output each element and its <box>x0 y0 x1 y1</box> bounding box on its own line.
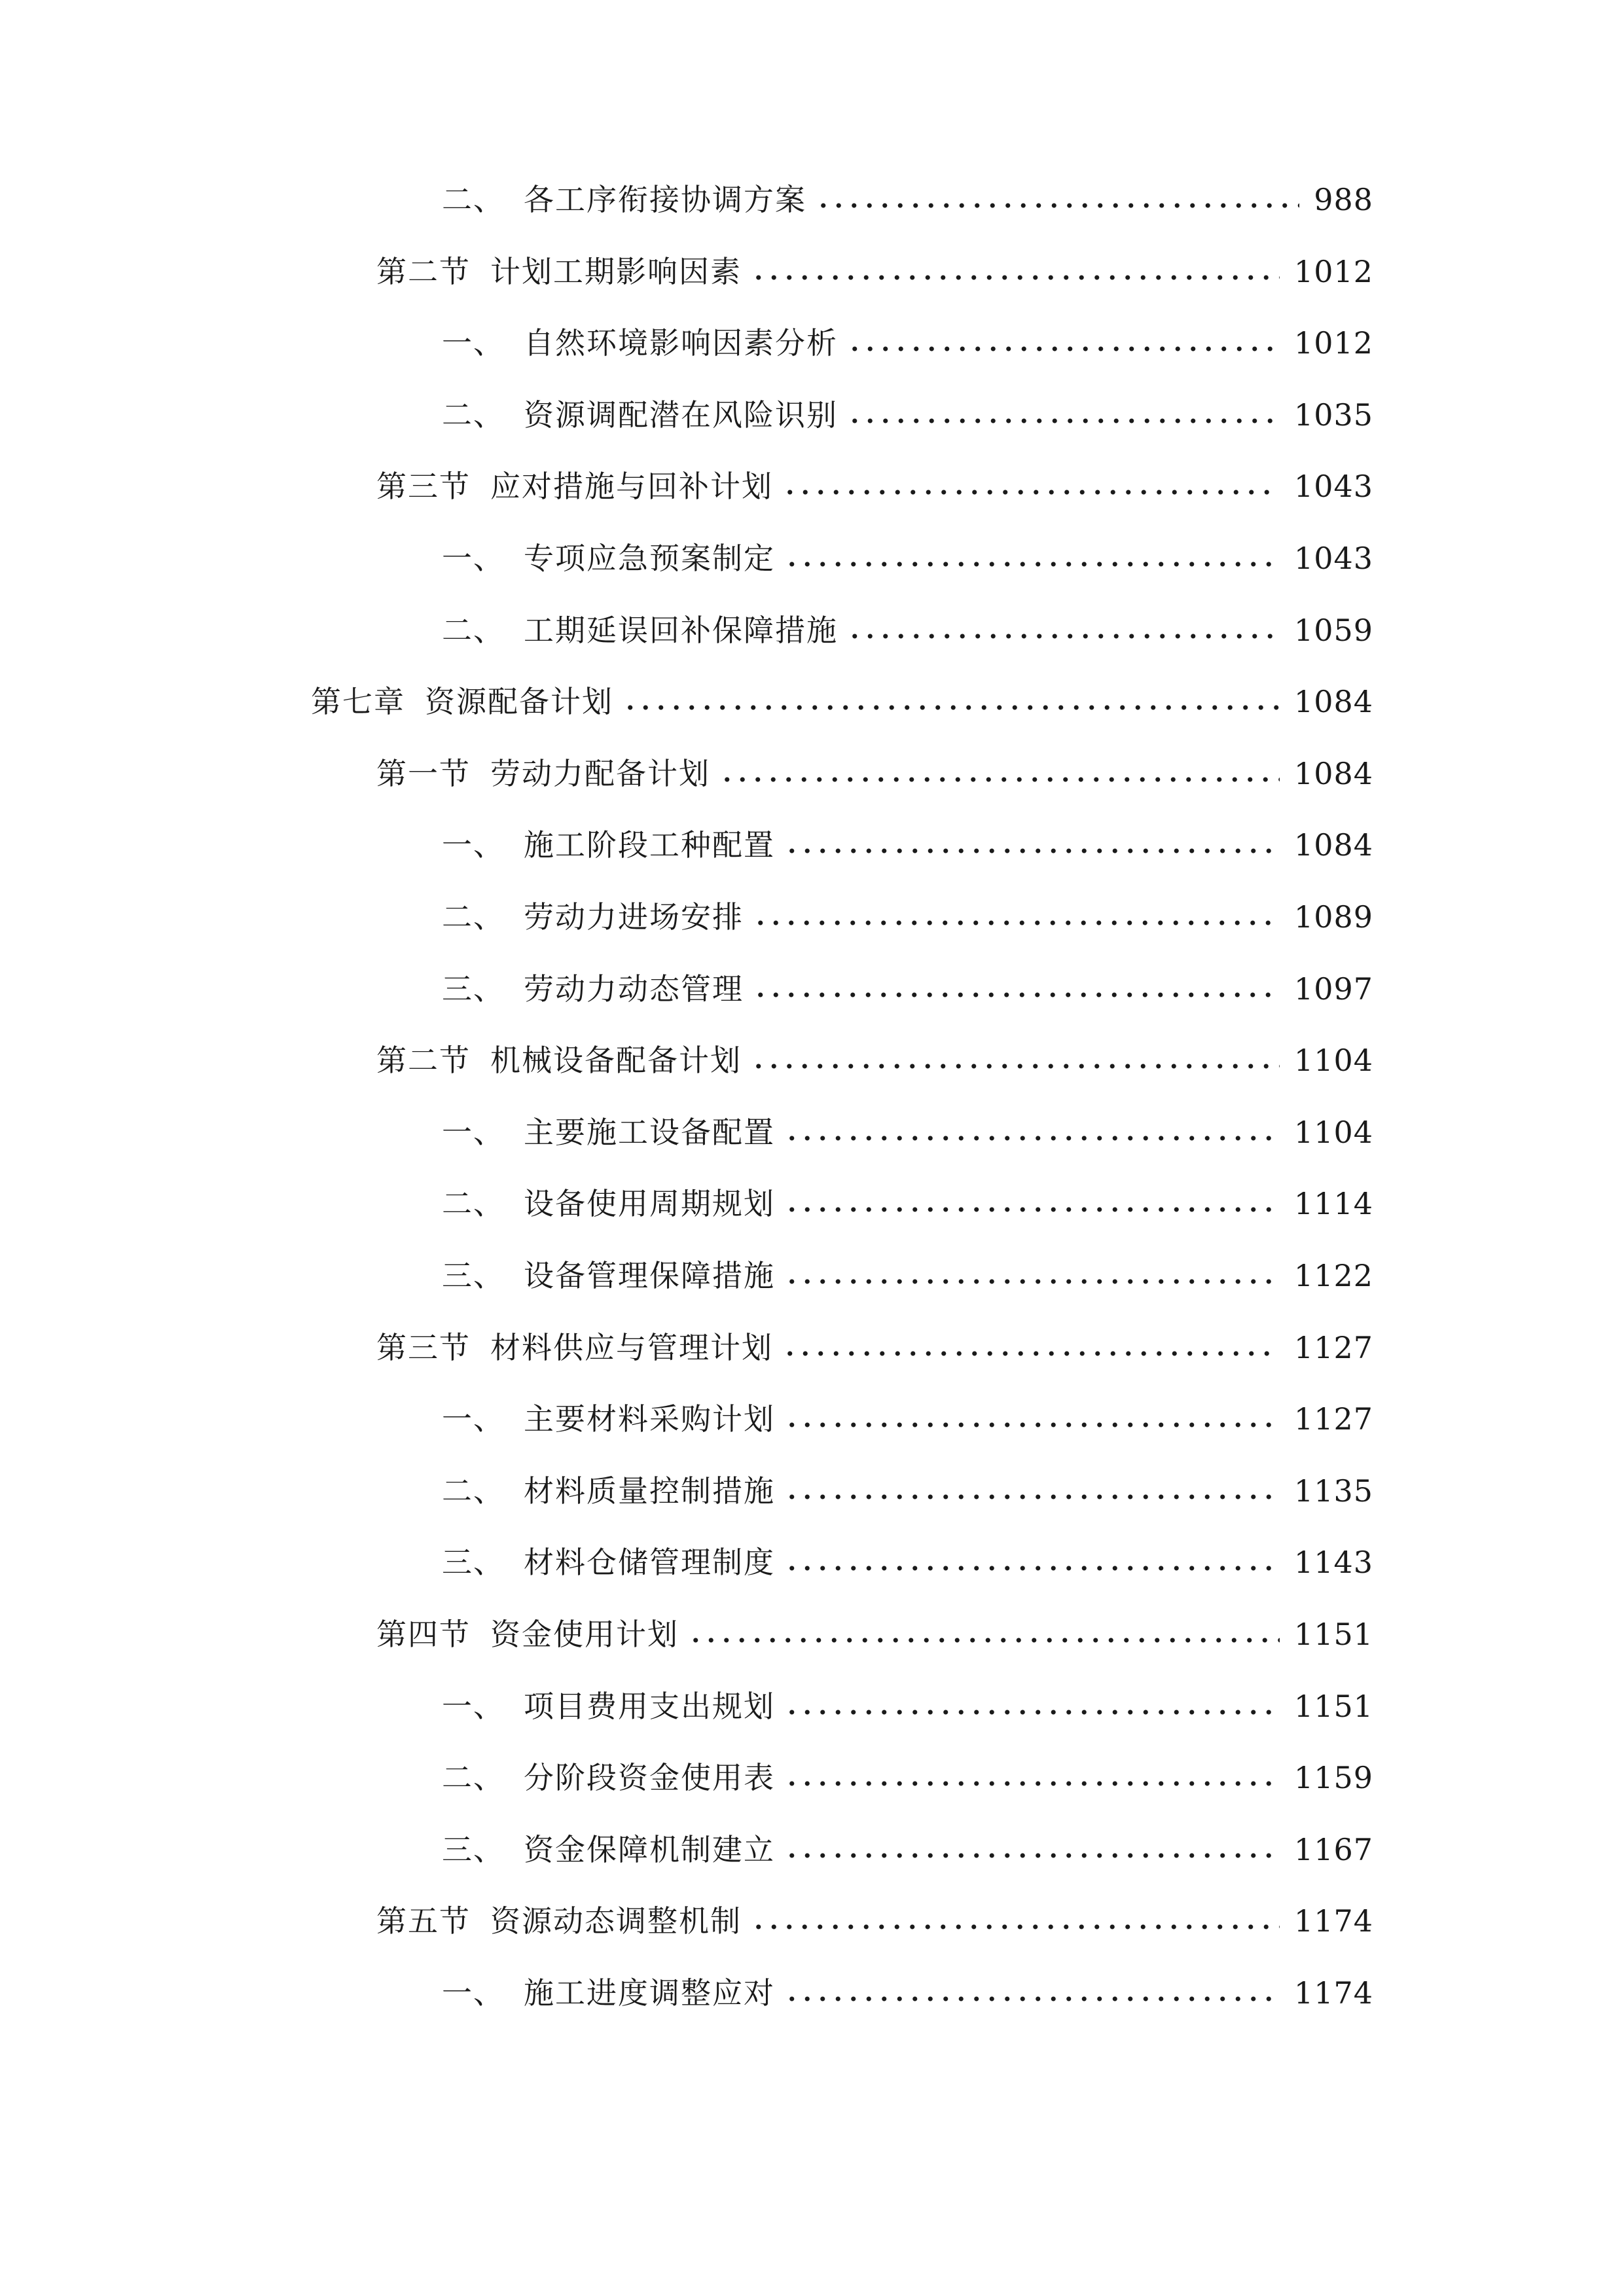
toc-entry-page-number: 1035 <box>1293 397 1373 433</box>
toc-entry[interactable] <box>376 1895 1373 1947</box>
toc-entry-page-number: 1174 <box>1293 1975 1373 2011</box>
dot-leader <box>782 1350 1280 1357</box>
toc-entry-title: 施工阶段工种配置 <box>524 827 775 863</box>
toc-entry[interactable] <box>442 1393 1373 1445</box>
toc-entry-page-number: 1043 <box>1293 469 1373 504</box>
toc-entry-page-number: 1143 <box>1293 1545 1373 1580</box>
dot-leader <box>784 1494 1280 1500</box>
toc-entry-number: 一、 <box>442 1401 505 1437</box>
toc-entry-page-number: 1059 <box>1293 613 1373 648</box>
dot-leader <box>784 1709 1280 1715</box>
toc-entry-title: 劳动力配备计划 <box>490 756 710 791</box>
toc-entry-number: 二、 <box>442 182 505 217</box>
toc-entry-page-number: 988 <box>1314 182 1373 217</box>
toc-entry-title: 分阶段资金使用表 <box>524 1760 775 1795</box>
toc-entry-page-number: 1127 <box>1293 1401 1373 1437</box>
toc-entry-title: 资金使用计划 <box>490 1617 679 1652</box>
toc-entry-number: 一、 <box>442 827 505 863</box>
dot-leader <box>784 1278 1280 1285</box>
dot-leader <box>784 1852 1280 1859</box>
dot-leader <box>847 418 1280 424</box>
toc-entry-title: 应对措施与回补计划 <box>490 469 773 504</box>
toc-entry-page-number: 1089 <box>1293 899 1373 935</box>
toc-entry-title: 主要材料采购计划 <box>524 1401 775 1437</box>
toc-entry[interactable] <box>442 1177 1373 1230</box>
toc-entry-number: 二、 <box>442 1473 505 1509</box>
toc-entry-title: 自然环境影响因素分析 <box>524 325 838 361</box>
toc-entry-number: 二、 <box>442 1186 505 1221</box>
toc-entry-number: 一、 <box>442 1689 505 1724</box>
toc-entry-number: 二、 <box>442 1760 505 1795</box>
toc-entry-number: 三、 <box>442 1545 505 1580</box>
toc-entry[interactable] <box>311 675 1373 728</box>
toc-entry-number: 第二节 <box>376 1043 471 1078</box>
toc-entry-page-number: 1012 <box>1293 254 1373 289</box>
dot-leader <box>784 1996 1280 2002</box>
toc-entry[interactable] <box>376 1608 1373 1660</box>
toc-entry[interactable] <box>442 963 1373 1015</box>
toc-entry-title: 资源调配潜在风险识别 <box>524 397 838 433</box>
toc-entry-page-number: 1084 <box>1293 684 1373 719</box>
toc-entry[interactable] <box>376 747 1373 800</box>
dot-leader <box>751 1924 1280 1930</box>
dot-leader <box>753 920 1280 926</box>
toc-entry-number: 第七章 <box>311 684 405 719</box>
toc-entry-page-number: 1167 <box>1293 1832 1373 1867</box>
toc-entry-page-number: 1084 <box>1293 756 1373 791</box>
toc-entry-title: 项目费用支出规划 <box>524 1689 775 1724</box>
dot-leader <box>784 1565 1280 1571</box>
toc-entry-page-number: 1043 <box>1293 541 1373 576</box>
dot-leader <box>847 633 1280 639</box>
toc-entry-title: 工期延误回补保障措施 <box>524 613 838 648</box>
toc-entry-title: 设备管理保障措施 <box>524 1258 775 1293</box>
toc-entry-number: 一、 <box>442 1115 505 1150</box>
toc-entry-title: 材料质量控制措施 <box>524 1473 775 1509</box>
toc-entry-title: 劳动力动态管理 <box>524 971 744 1007</box>
toc-entry[interactable] <box>442 173 1373 226</box>
toc-entry-title: 主要施工设备配置 <box>524 1115 775 1150</box>
toc-entry[interactable] <box>442 1751 1373 1804</box>
toc-entry[interactable] <box>442 891 1373 943</box>
toc-entry-number: 第三节 <box>376 469 471 504</box>
toc-entry-number: 三、 <box>442 1832 505 1867</box>
toc-entry[interactable] <box>442 1823 1373 1876</box>
dot-leader <box>784 1780 1280 1787</box>
dot-leader <box>623 704 1280 711</box>
toc-entry[interactable] <box>442 532 1373 584</box>
dot-leader <box>751 1063 1280 1069</box>
dot-leader <box>784 848 1280 854</box>
toc-entry[interactable] <box>376 245 1373 298</box>
toc-entry[interactable] <box>442 604 1373 656</box>
dot-leader <box>784 1422 1280 1428</box>
toc-entry[interactable] <box>376 1034 1373 1086</box>
dot-leader <box>784 1206 1280 1213</box>
dot-leader <box>782 489 1280 495</box>
toc-entry[interactable] <box>442 1680 1373 1732</box>
toc-entry[interactable] <box>442 1249 1373 1302</box>
toc-entry[interactable] <box>376 460 1373 512</box>
toc-entry[interactable] <box>442 1106 1373 1158</box>
toc-entry-title: 劳动力进场安排 <box>524 899 744 935</box>
toc-entry[interactable] <box>442 1536 1373 1588</box>
toc-entry-title: 材料仓储管理制度 <box>524 1545 775 1580</box>
dot-leader <box>847 346 1280 352</box>
dot-leader <box>719 776 1280 783</box>
toc-entry[interactable] <box>442 1967 1373 2019</box>
toc-entry-page-number: 1097 <box>1293 971 1373 1007</box>
toc-entry-number: 三、 <box>442 971 505 1007</box>
dot-leader <box>816 202 1299 209</box>
dot-leader <box>688 1637 1280 1643</box>
toc-entry-number: 一、 <box>442 325 505 361</box>
toc-entry-page-number: 1104 <box>1293 1043 1373 1078</box>
toc-entry-page-number: 1159 <box>1293 1760 1373 1795</box>
toc-entry-title: 设备使用周期规划 <box>524 1186 775 1221</box>
toc-entry-page-number: 1174 <box>1293 1903 1373 1939</box>
toc-entry-number: 三、 <box>442 1258 505 1293</box>
toc-entry-page-number: 1151 <box>1293 1617 1373 1652</box>
toc-entry-title: 资源配备计划 <box>425 684 613 719</box>
toc-entry-title: 专项应急预案制定 <box>524 541 775 576</box>
dot-leader <box>753 992 1280 998</box>
toc-entry-page-number: 1012 <box>1293 325 1373 361</box>
dot-leader <box>751 274 1280 281</box>
toc-entry-title: 计划工期影响因素 <box>490 254 742 289</box>
toc-entry-page-number: 1127 <box>1293 1330 1373 1365</box>
toc-entry-page-number: 1084 <box>1293 827 1373 863</box>
toc-entry-title: 各工序衔接协调方案 <box>524 182 806 217</box>
toc-entry-page-number: 1104 <box>1293 1115 1373 1150</box>
toc-entry[interactable] <box>442 819 1373 871</box>
dot-leader <box>784 1135 1280 1141</box>
toc-entry-page-number: 1135 <box>1293 1473 1373 1509</box>
toc-entry-page-number: 1151 <box>1293 1689 1373 1724</box>
toc-entry-number: 一、 <box>442 1975 505 2011</box>
toc-entry-number: 二、 <box>442 397 505 433</box>
toc-entry[interactable] <box>442 317 1373 369</box>
toc-entry[interactable] <box>442 389 1373 441</box>
toc-entry-title: 资金保障机制建立 <box>524 1832 775 1867</box>
toc-entry-page-number: 1114 <box>1293 1186 1373 1221</box>
toc-entry-number: 第一节 <box>376 756 471 791</box>
toc-entry-number: 二、 <box>442 613 505 648</box>
toc-entry-number: 第四节 <box>376 1617 471 1652</box>
toc-entry-title: 施工进度调整应对 <box>524 1975 775 2011</box>
toc-entry-number: 二、 <box>442 899 505 935</box>
toc-entry-page-number: 1122 <box>1293 1258 1373 1293</box>
toc-entry[interactable] <box>376 1321 1373 1374</box>
toc-entry-title: 机械设备配备计划 <box>490 1043 742 1078</box>
toc-entry[interactable] <box>442 1465 1373 1517</box>
dot-leader <box>784 561 1280 567</box>
toc-entry-title: 资源动态调整机制 <box>490 1903 742 1939</box>
toc-entry-number: 一、 <box>442 541 505 576</box>
toc-entry-number: 第五节 <box>376 1903 471 1939</box>
toc-entry-number: 第二节 <box>376 254 471 289</box>
toc-entry-number: 第三节 <box>376 1330 471 1365</box>
toc-entry-title: 材料供应与管理计划 <box>490 1330 773 1365</box>
